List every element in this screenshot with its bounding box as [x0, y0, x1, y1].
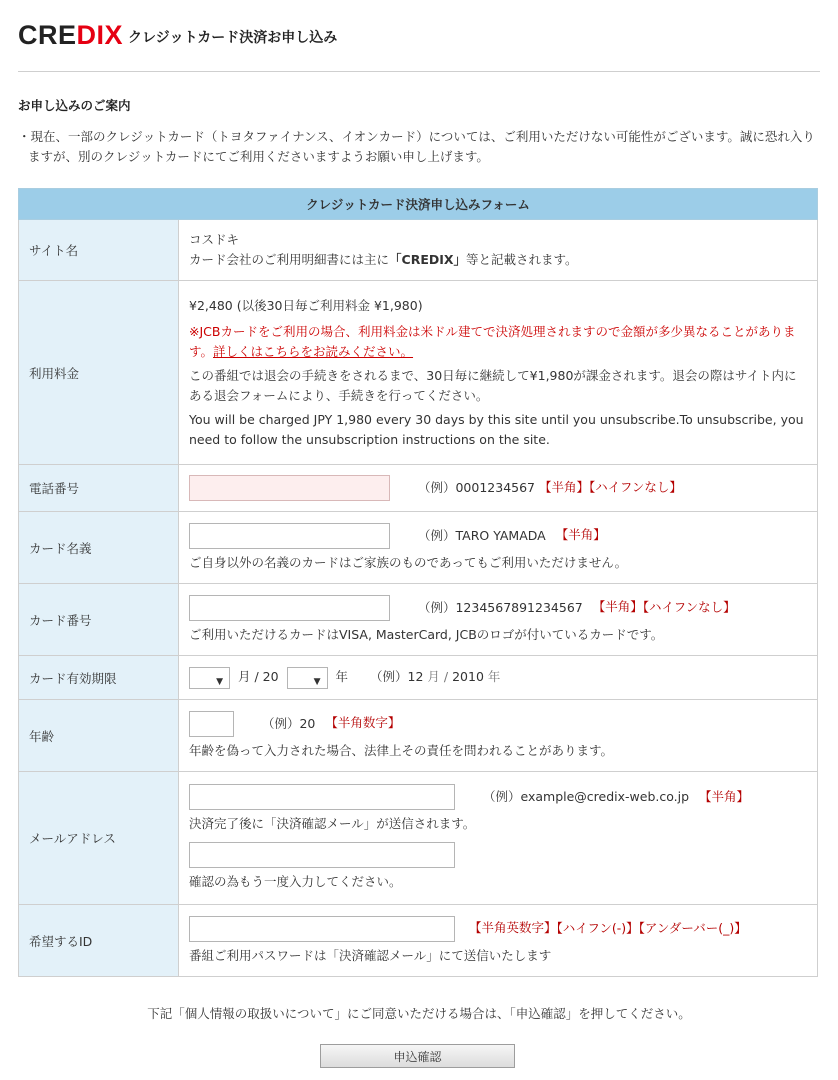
- card-number-input[interactable]: [189, 595, 390, 621]
- card-number-example: （例）1234567891234567: [417, 599, 583, 615]
- card-number-tag-halfwidth: 【半角】: [592, 599, 643, 614]
- submit-confirm-button[interactable]: 申込確認: [320, 1044, 515, 1068]
- credix-logo: CREDIX: [18, 20, 124, 50]
- page-header: [18, 0, 820, 72]
- card-name-tag-halfwidth: 【半角】: [555, 527, 606, 542]
- credix-brand: 「CREDIX」: [389, 252, 467, 267]
- age-label: 年齢: [19, 700, 179, 772]
- fee-price: ¥2,480 (以後30日毎ご利用料金 ¥1,980): [189, 297, 423, 313]
- email-confirm-input[interactable]: [189, 842, 455, 868]
- expiry-example: （例）12 月 / 2010 年: [370, 669, 501, 684]
- expiry-cell: [179, 656, 818, 700]
- site-name-value: コスドキ: [189, 232, 240, 247]
- desired-id-tag-underscore: 【アンダーバー(_)】: [638, 920, 747, 935]
- payment-form: [18, 188, 818, 977]
- guide-title: お申し込みのご案内: [18, 98, 131, 113]
- phone-label: 電話番号: [19, 465, 179, 512]
- email-input[interactable]: [189, 784, 455, 810]
- fee-label: 利用料金: [19, 281, 179, 465]
- card-number-label: カード番号: [19, 584, 179, 656]
- age-cell: [179, 700, 818, 772]
- jcb-warning: ※JCBカードをご利用の場合、利用料金は米ドル建てで決済処理されますので金額が多少異なることがあります。詳しくはこちらをお読みください。: [189, 323, 796, 359]
- site-name-label: サイト名: [19, 220, 179, 281]
- age-tag-halfwidth-digits: 【半角数字】: [325, 715, 401, 730]
- expiry-label: カード有効期限: [19, 656, 179, 700]
- phone-input[interactable]: [189, 475, 390, 501]
- email-confirm-note: 確認の為もう一度入力してください。: [189, 874, 402, 889]
- card-name-input[interactable]: [189, 523, 390, 549]
- desired-id-cell: [179, 905, 818, 977]
- email-example: （例）example@credix-web.co.jp: [482, 789, 690, 804]
- site-name-cell: [179, 220, 818, 281]
- expiry-year-select[interactable]: [287, 667, 328, 689]
- age-note: 年齢を偽って入力された場合、法律上その責任を問われることがあります。: [189, 742, 614, 758]
- jcb-details-link[interactable]: 詳しくはこちらをお読みください。: [213, 343, 414, 359]
- email-tag-halfwidth: 【半角】: [699, 788, 750, 804]
- phone-tag-halfwidth: 【半角】: [539, 479, 590, 495]
- consent-text: 下記「個人情報の取扱いについて」にご同意いただける場合は、「申込確認」を押してください。: [147, 1006, 691, 1021]
- desired-id-label: 希望するID: [19, 905, 179, 977]
- age-input[interactable]: [189, 711, 234, 737]
- email-label: メールアドレス: [19, 772, 179, 905]
- card-number-tag-no-hyphen: 【ハイフンなし】: [642, 599, 736, 614]
- desired-id-tag-hyphen: 【ハイフン(-)】: [556, 920, 639, 935]
- card-number-note: ご利用いただけるカードはVISA, MasterCard, JCBのロゴが付いているカードです。: [189, 626, 664, 642]
- email-note: 決済完了後に「決済確認メール」が送信されます。: [189, 816, 476, 831]
- expiry-month-unit: 月 / 20: [237, 669, 279, 684]
- guide-notice: ・現在、一部のクレジットカード（トヨタファイナンス、イオンカード）については、ご利用いただけない可能性がございます。誠に恐れ入りますが、別のクレジットカードにてご利用くださいますようお願い申し上げます。: [18, 129, 815, 164]
- form-caption: クレジットカード決済申し込みフォーム: [19, 189, 818, 220]
- chevron-down-icon: ▼: [313, 676, 321, 687]
- age-example: （例）20: [261, 715, 316, 731]
- chevron-down-icon: ▼: [216, 676, 223, 687]
- card-name-label: カード名義: [19, 512, 179, 584]
- renewal-note: この番組では退会の手続きをされるまで、30日毎に継続して¥1,980が課金されます。退会の際はサイト内にある退会フォームにより、手続きを行ってください。: [189, 367, 797, 403]
- desired-id-input[interactable]: [189, 916, 455, 942]
- desired-id-tag-alnum: 【半角英数字】: [468, 920, 557, 935]
- phone-cell: [179, 465, 818, 512]
- expiry-month-select[interactable]: [189, 667, 230, 689]
- expiry-year-unit: 年: [335, 669, 349, 684]
- email-cell: [179, 772, 818, 905]
- card-name-note: ご自身以外の名義のカードはご家族のものであってもご利用いただけません。: [189, 554, 628, 570]
- card-name-example: （例）TARO YAMADA: [417, 527, 546, 543]
- phone-example: （例）0001234567: [417, 480, 536, 495]
- site-billing-note: カード会社のご利用明細書には主に「CREDIX」等と記載されます。: [189, 252, 578, 267]
- english-note: You will be charged JPY 1,980 every 30 days by this site until you unsubscribe.To unsubscribe, you need to follow the unsubscription instructions on the site.: [189, 411, 804, 447]
- page-title: クレジットカード決済お申し込み: [128, 30, 338, 46]
- card-number-cell: [179, 584, 818, 656]
- card-name-cell: [179, 512, 818, 584]
- phone-tag-no-hyphen: 【ハイフンなし】: [589, 479, 682, 495]
- fee-cell: [179, 281, 818, 465]
- desired-id-note: 番組ご利用パスワードは「決済確認メール」にて送信いたします: [189, 947, 552, 963]
